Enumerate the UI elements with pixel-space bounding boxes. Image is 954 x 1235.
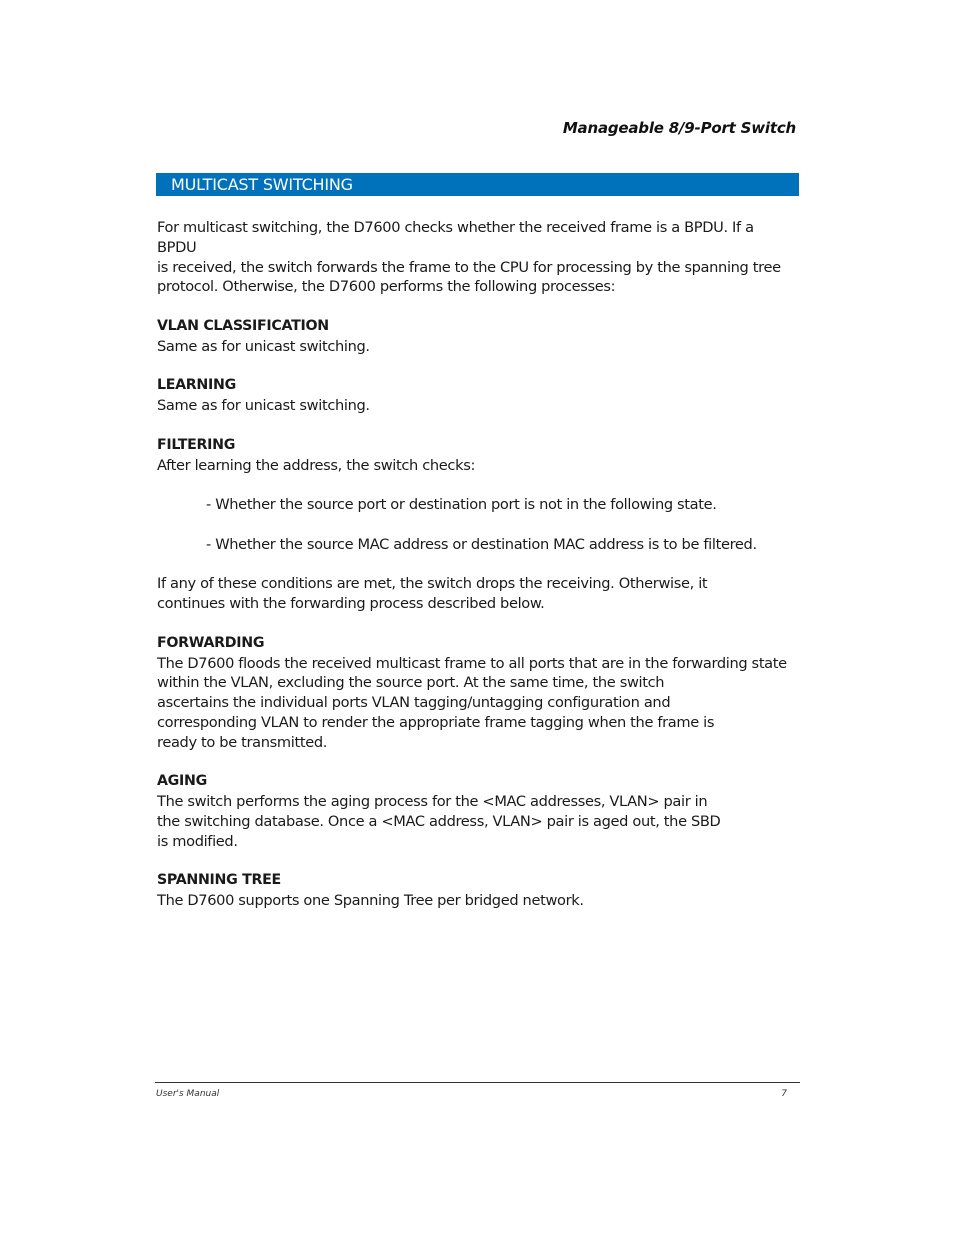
section-title-bar bbox=[156, 173, 799, 196]
learning-heading: LEARNING bbox=[157, 377, 236, 394]
spanning-tree-heading: SPANNING TREE bbox=[157, 872, 281, 889]
filtering-bullet: - Whether the source port or destination port is not in the following state. bbox=[206, 496, 717, 514]
spanning-tree-text: The D7600 supports one Spanning Tree per bridged network. bbox=[157, 892, 584, 910]
section-title: MULTICAST SWITCHING bbox=[171, 175, 353, 194]
learning-text: Same as for unicast switching. bbox=[157, 397, 370, 415]
footer-page-number: 7 bbox=[781, 1089, 787, 1099]
filtering-text: After learning the address, the switch checks: bbox=[157, 456, 476, 474]
intro-line: For multicast switching, the D7600 checks whether the received frame is a BPDU. If a BPDU bbox=[157, 219, 754, 256]
filtering-conclusion-line: If any of these conditions are met, the switch drops the receiving. Otherwise, it bbox=[157, 575, 708, 593]
aging-heading: AGING bbox=[157, 773, 207, 790]
vlan-classification-text: Same as for unicast switching. bbox=[157, 337, 370, 355]
intro-line: protocol. Otherwise, the D7600 performs the following processes: bbox=[157, 278, 616, 296]
forwarding-line: within the VLAN, excluding the source port. At the same time, the switch bbox=[157, 674, 665, 692]
forwarding-line: ascertains the individual ports VLAN tagging/untagging configuration and bbox=[157, 694, 671, 712]
filtering-conclusion-line: continues with the forwarding process described below. bbox=[157, 595, 545, 613]
forwarding-line: corresponding VLAN to render the appropriate frame tagging when the frame is bbox=[157, 713, 715, 731]
footer-rule bbox=[155, 1082, 800, 1083]
footer-manual-label: User's Manual bbox=[156, 1089, 220, 1099]
intro-line: is received, the switch forwards the frame to the CPU for processing by the spanning tree bbox=[157, 258, 781, 276]
vlan-classification-heading: VLAN CLASSIFICATION bbox=[157, 317, 329, 334]
running-header: Manageable 8/9-Port Switch bbox=[562, 119, 796, 137]
aging-line: the switching database. Once a <MAC address, VLAN> pair is aged out, the SBD bbox=[157, 812, 721, 830]
page-content bbox=[157, 218, 797, 911]
aging-line: The switch performs the aging process for the <MAC addresses, VLAN> pair in bbox=[157, 793, 708, 811]
forwarding-line: ready to be transmitted. bbox=[157, 733, 328, 751]
forwarding-heading: FORWARDING bbox=[157, 634, 265, 651]
forwarding-line: The D7600 floods the received multicast frame to all ports that are in the forwarding state bbox=[157, 654, 787, 672]
filtering-bullet: - Whether the source MAC address or destination MAC address is to be filtered. bbox=[206, 535, 757, 553]
filtering-heading: FILTERING bbox=[157, 436, 236, 453]
aging-line: is modified. bbox=[157, 832, 238, 850]
